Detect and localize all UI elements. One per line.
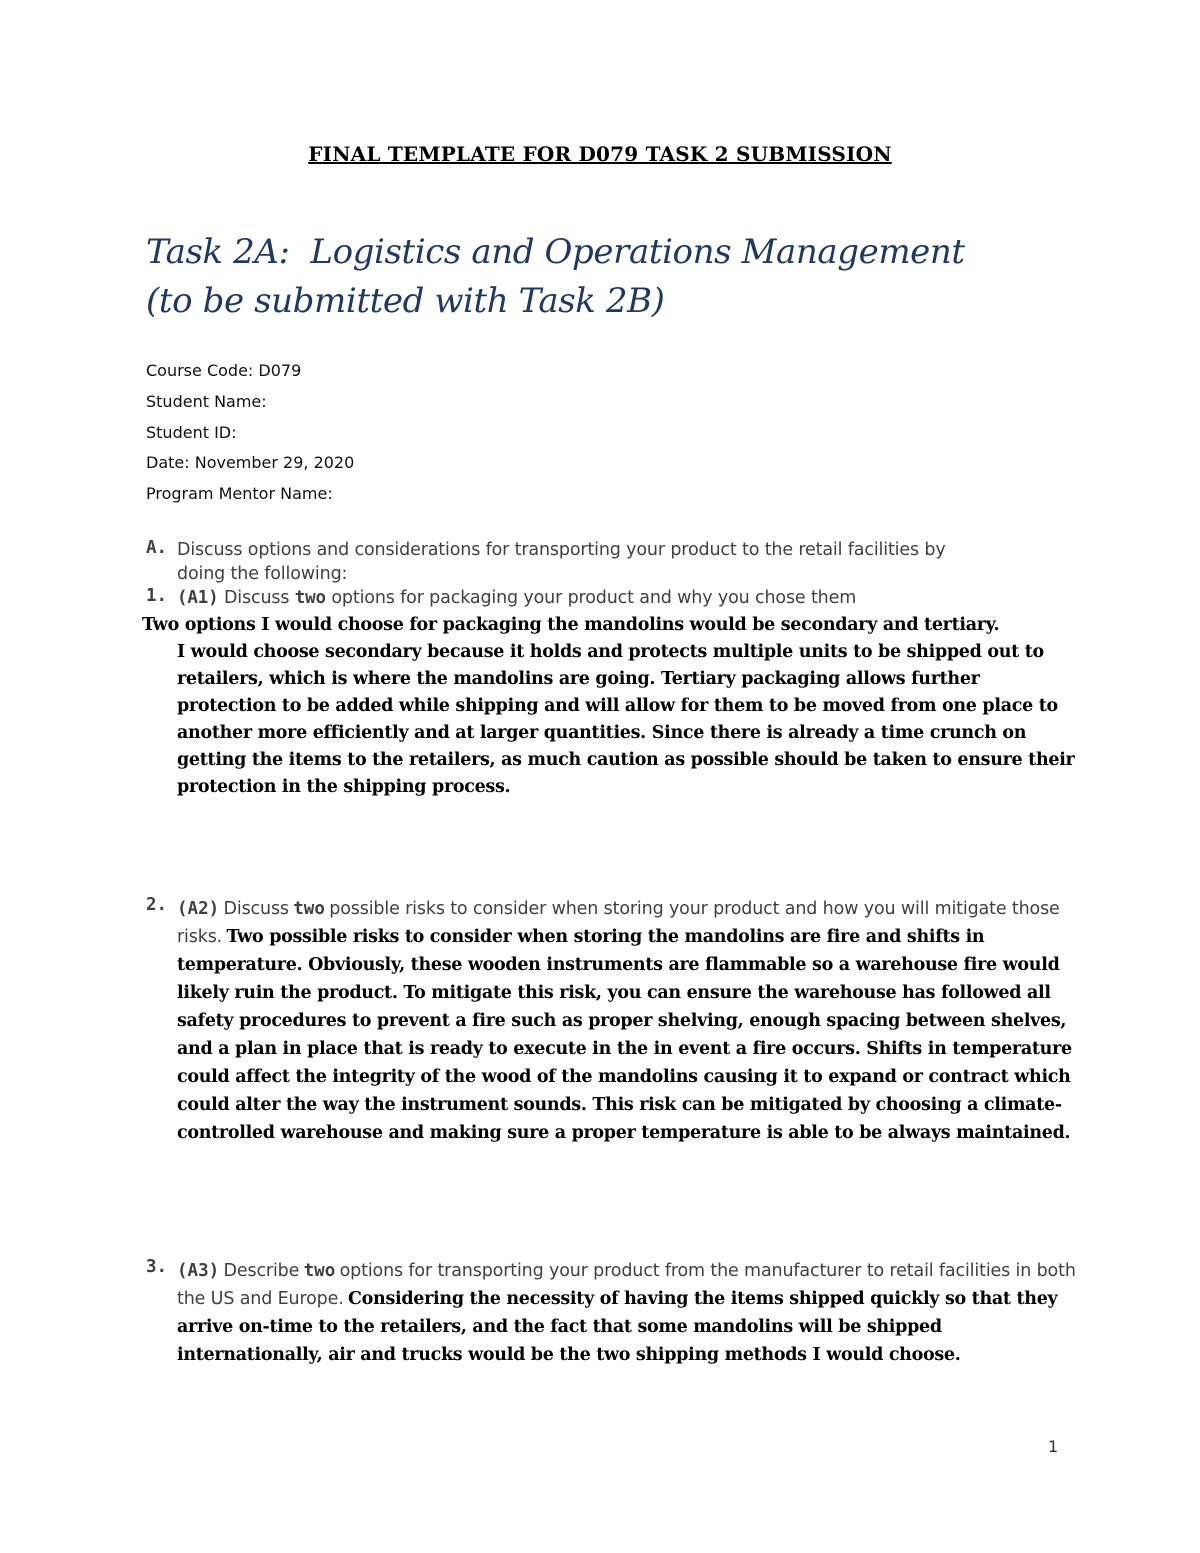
item-1-answer [142,612,1082,801]
item-3-answer: Considering the necessity of having the items shipped quickly so that they arrive on-time to the retailers, and the fact that some mandolins will be shipped internationally, air and trucks would be the two shipping methods I would choose. [177,1289,1058,1365]
item-2-code: (A2) [177,899,220,919]
page-number: 1 [1048,1437,1059,1456]
section-a-prompt [177,538,1077,586]
item-1-pre: Discuss [223,588,290,608]
student-name: Student Name: [146,392,267,411]
item-1-marker: 1. [146,586,168,606]
item-1-post: options for packaging your product and why you chose them [331,588,857,608]
task-heading-line-1: Task 2A: Logistics and Operations Management [146,232,965,272]
item-1-answer-body: I would choose secondary because it holds and protects multiple units to be shipped out to retailers, which is where the mandolins are going. Tertiary packaging allows further protection to be added while shipping and will allow for them to be moved from one place to another more efficiently and at larger quantities. Since there is already a time crunch on getting the items to the retailers, as much caution as possible should be taken to ensure their protection in the shipping process. [177,642,1075,797]
task-heading [146,228,1106,326]
item-2-emphasis: two [293,899,325,919]
item-1-code: (A1) [177,588,219,608]
item-3-emphasis: two [303,1261,336,1281]
section-a-marker: A. [146,538,168,558]
item-3-content [177,1257,1077,1369]
course-code: Course Code: D079 [146,361,302,380]
section-a-line-1: Discuss options and considerations for transporting your product to the retail facilities by [177,540,946,560]
item-2-marker: 2. [146,895,168,915]
item-1-prompt [177,586,1077,610]
item-2-post: possible risks to consider when storing your product and how you will mitigate those risks. [177,899,1060,947]
item-3-code: (A3) [177,1261,220,1281]
item-3-pre: Describe [223,1261,300,1281]
task-heading-line-2: (to be submitted with Task 2B) [146,281,665,321]
document-title: FINAL TEMPLATE FOR D079 TASK 2 SUBMISSION [308,142,892,166]
item-3-marker: 3. [146,1257,168,1277]
item-3-post: options for transporting your product from the manufacturer to retail facilities in both the US and Europe. [177,1261,1076,1309]
item-2-answer: Two possible risks to consider when storing the mandolins are fire and shifts in temperature. Obviously, these wooden instruments are flammable so a warehouse fire would likely ruin the product. To mitigate this risk, you can ensure the warehouse has followed all safety procedures to prevent a fire such as proper shelving, enough spacing between shelves, and a plan in place that is ready to execute in the in event a fire occurs. Shifts in temperature could affect the integrity of the wood of the mandolins causing it to expand or contract which could alter the way the instrument sounds. This risk can be mitigated by choosing a climate-controlled warehouse and making sure a proper temperature is able to be always maintained. [177,927,1072,1143]
item-2-content [177,895,1077,1147]
program-mentor-name: Program Mentor Name: [146,484,333,503]
item-1-emphasis: two [294,588,326,608]
student-id: Student ID: [146,423,237,442]
submission-date: Date: November 29, 2020 [146,453,355,472]
item-1-answer-first-line: Two options I would choose for packaging the mandolins would be secondary and tertiary. [142,615,1000,635]
section-a-line-2: doing the following: [177,564,348,584]
item-2-pre: Discuss [223,899,289,919]
